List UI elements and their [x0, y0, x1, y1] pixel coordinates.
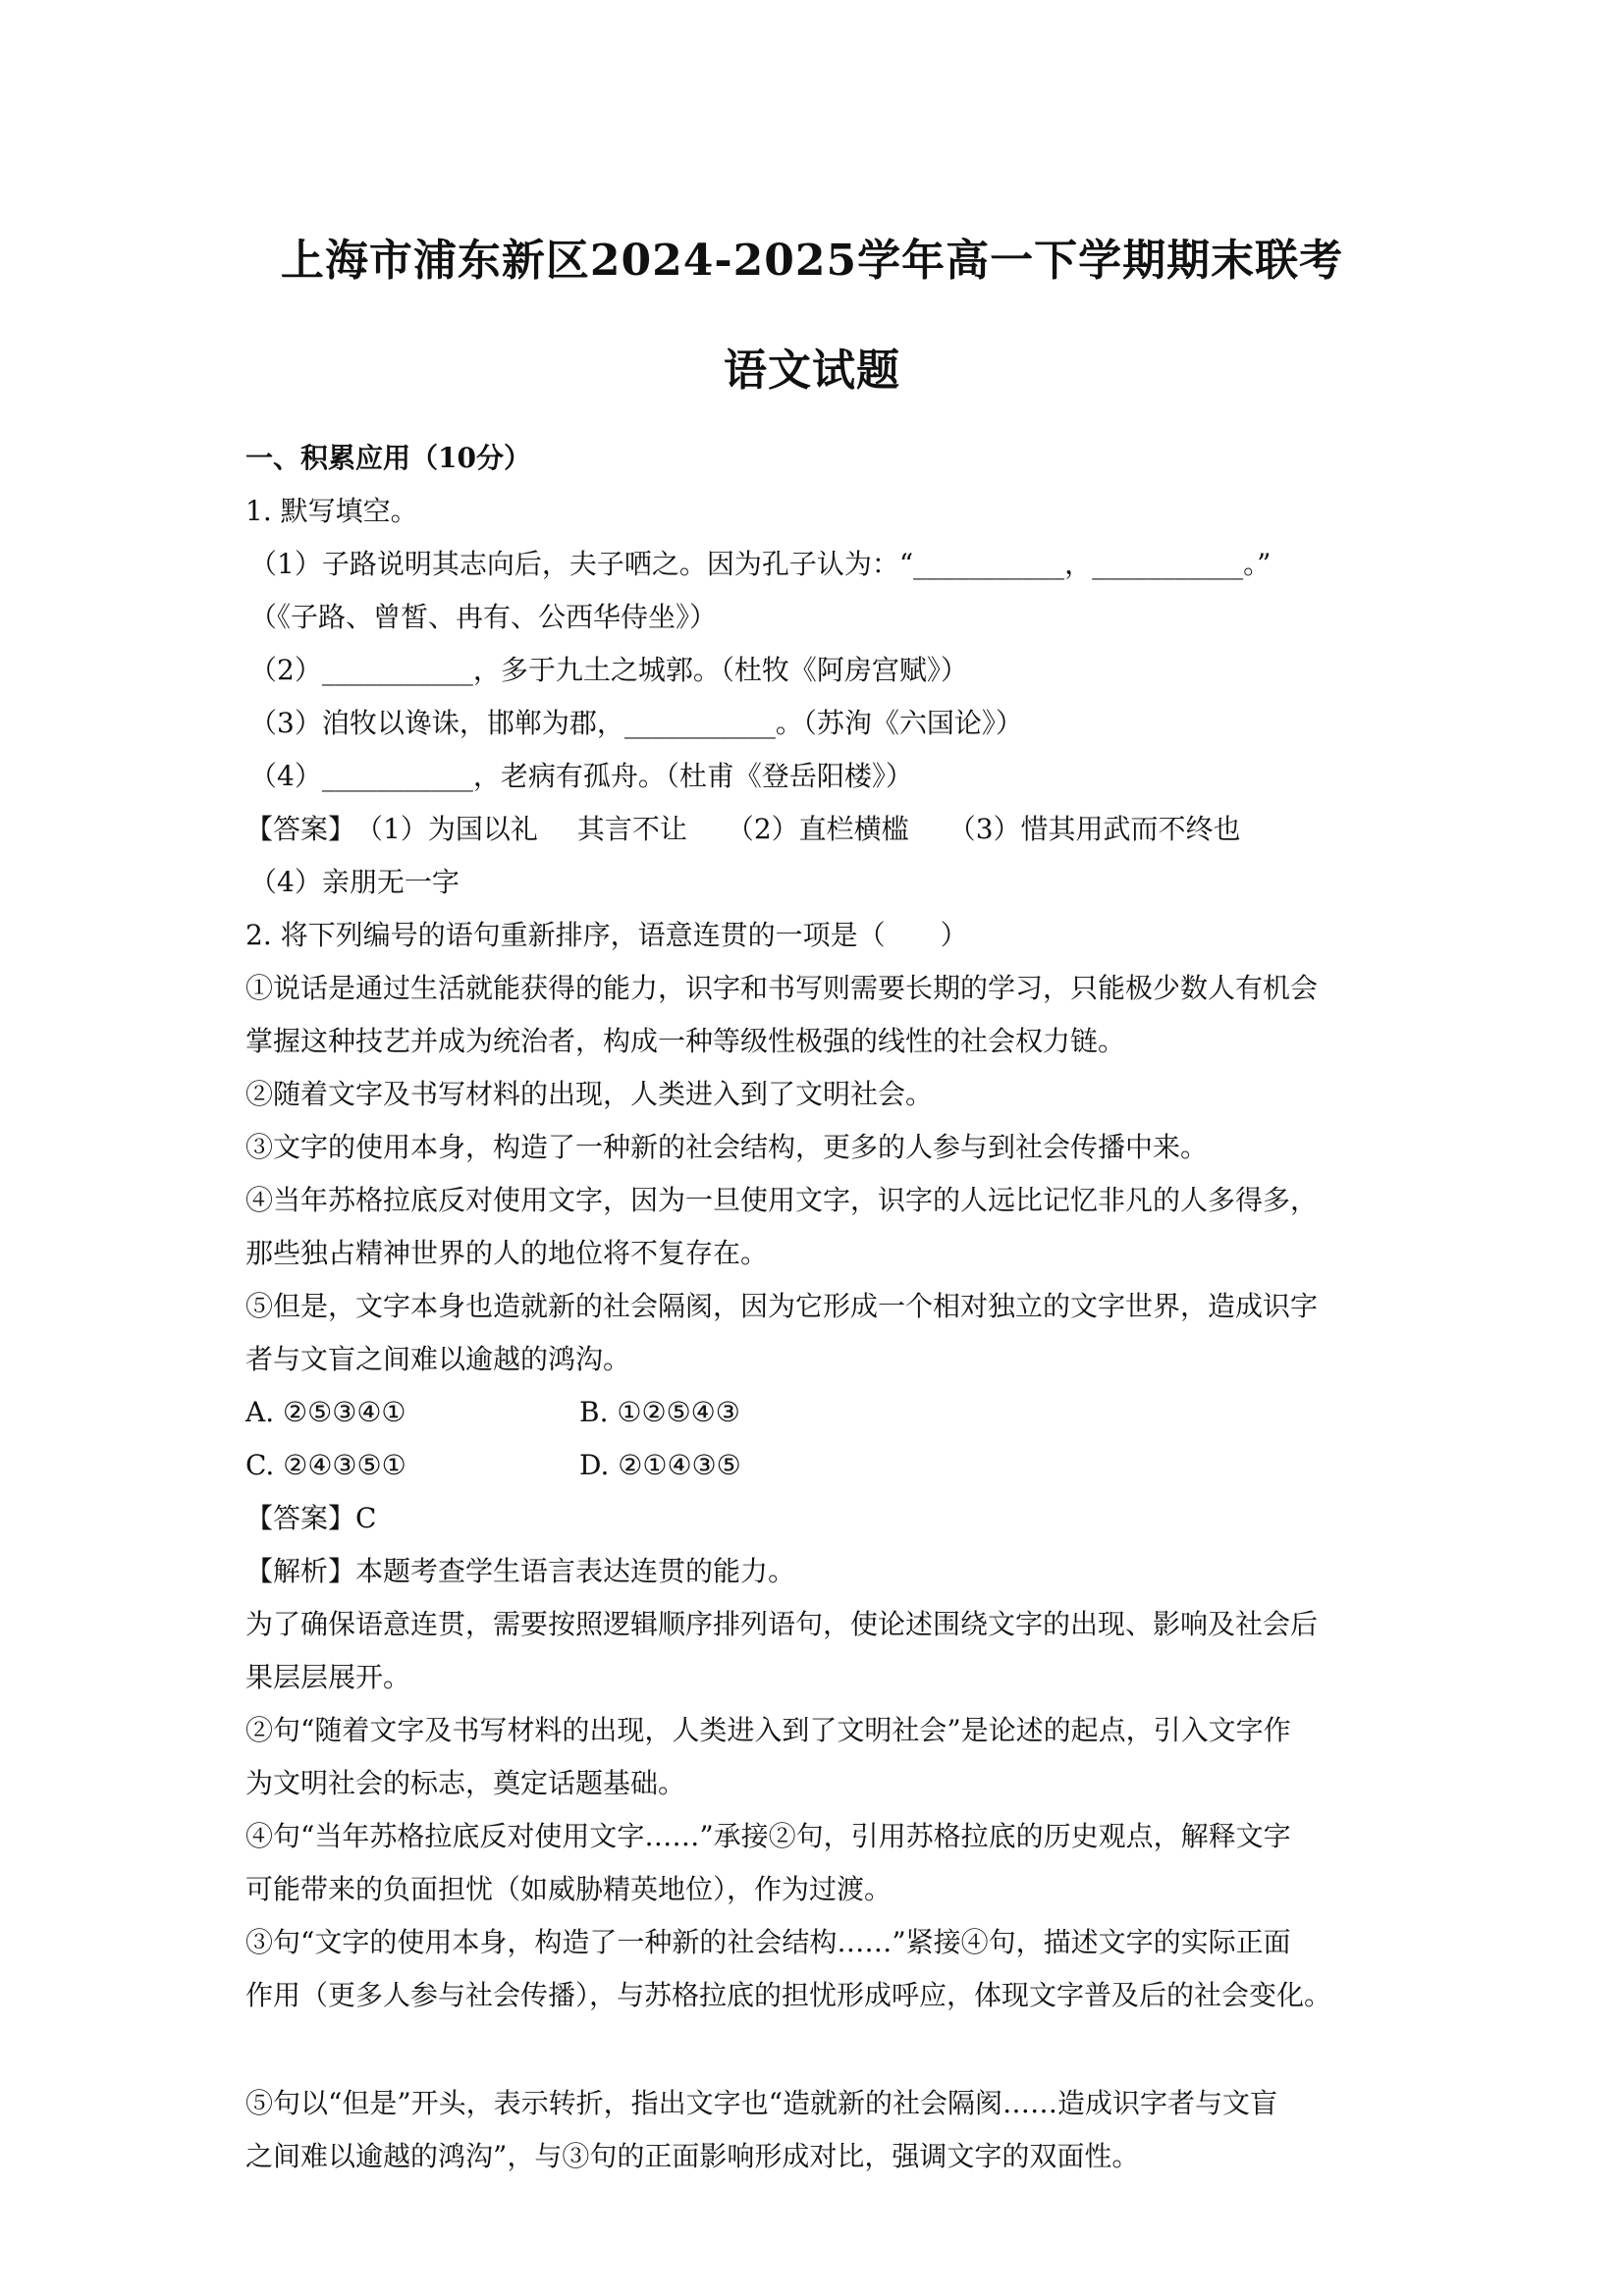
question-1-stem: 1. 默写填空。	[245, 495, 418, 527]
option-b: B. ①②⑤④③	[579, 1396, 740, 1428]
question-1-item-2: （2）___________，多于九土之城郭。（杜牧《阿房宫赋》）	[249, 654, 968, 686]
analysis-paragraph-5-line-1: ⑤句以“但是”开头，表示转折，指出文字也“造就新的社会隔阂……造成识字者与文盲	[245, 2087, 1277, 2119]
paragraph-gap	[245, 2022, 1384, 2077]
sentence-4-line-2: 那些独占精神世界的人的地位将不复存在。	[245, 1237, 769, 1269]
option-c: C. ②④③⑤①	[245, 1449, 406, 1481]
question-1-answer	[245, 803, 1384, 856]
analysis-heading: 【解析】本题考查学生语言表达连贯的能力。	[245, 1555, 796, 1587]
question-2-answer: 【答案】C	[245, 1502, 377, 1534]
analysis-paragraph-4-line-2: 作用（更多人参与社会传播），与苏格拉底的担忧形成呼应，体现文字普及后的社会变化。	[245, 1979, 1332, 2011]
options-row-2	[245, 1439, 1384, 1492]
analysis-paragraph-3-line-2: 可能带来的负面担忧（如威胁精英地位），作为过渡。	[245, 1873, 893, 1905]
analysis-paragraph-5-line-2: 之间难以逾越的鸿沟”，与③句的正面影响形成对比，强调文字的双面性。	[245, 2140, 1140, 2172]
answer-item: （2）直栏横槛	[726, 813, 909, 845]
options-row-1	[245, 1386, 1384, 1439]
question-1-answer-line-2: （4）亲朋无一字	[249, 866, 460, 898]
question-2-stem: 2. 将下列编号的语句重新排序，语意连贯的一项是（ ）	[245, 919, 968, 951]
sentence-5-line-2: 者与文盲之间难以逾越的鸿沟。	[245, 1343, 631, 1375]
answer-label: 【答案】	[245, 813, 356, 845]
analysis-paragraph-1-line-2: 果层层展开。	[245, 1661, 411, 1693]
question-1-item-4: （4）___________，老病有孤舟。（杜甫《登岳阳楼》）	[249, 760, 913, 792]
page-subtitle: 语文试题	[724, 346, 900, 396]
question-1-item-3: （3）洎牧以谗诛，邯郸为郡，___________。（苏洵《六国论》）	[249, 707, 1023, 739]
question-1-item-1-source: （《子路、曾皙、冉有、公西华侍坐》）	[249, 601, 718, 633]
analysis-paragraph-2-line-2: 为文明社会的标志，奠定话题基础。	[245, 1767, 686, 1799]
sentence-2: ②随着文字及书写材料的出现，人类进入到了文明社会。	[245, 1078, 934, 1110]
answer-item: （1）为国以礼	[355, 813, 538, 845]
option-a: A. ②⑤③④①	[245, 1396, 406, 1428]
analysis-paragraph-1-line-1: 为了确保语意连贯，需要按照逻辑顺序排列语句，使论述围绕文字的出现、影响及社会后	[245, 1608, 1319, 1640]
page-title: 上海市浦东新区2024-2025学年高一下学期期末联考	[280, 236, 1344, 286]
sentence-1-line-1: ①说话是通过生活就能获得的能力，识字和书写则需要长期的学习，只能极少数人有机会	[245, 972, 1319, 1004]
answer-item: （3）惜其用武而不终也	[947, 813, 1241, 845]
question-1-item-1: （1）子路说明其志向后，夫子哂之。因为孔子认为：“___________，___________。”	[249, 548, 1272, 580]
analysis-paragraph-2-line-1: ②句“随着文字及书写材料的出现，人类进入到了文明社会”是论述的起点，引入文字作	[245, 1714, 1291, 1746]
answer-item: 其言不让	[576, 813, 687, 845]
sentence-3: ③文字的使用本身，构造了一种新的社会结构，更多的人参与到社会传播中来。	[245, 1131, 1209, 1163]
sentence-5-line-1: ⑤但是，文字本身也造就新的社会隔阂，因为它形成一个相对独立的文字世界，造成识字	[245, 1290, 1319, 1322]
document-body	[245, 432, 1384, 2183]
section-heading: 一、积累应用（10分）	[245, 442, 531, 474]
sentence-4-line-1: ④当年苏格拉底反对使用文字，因为一旦使用文字，识字的人远比记忆非凡的人多得多，	[245, 1184, 1319, 1216]
analysis-paragraph-3-line-1: ④句“当年苏格拉底反对使用文字……”承接②句，引用苏格拉底的历史观点，解释文字	[245, 1820, 1291, 1852]
sentence-1-line-2: 掌握这种技艺并成为统治者，构成一种等级性极强的线性的社会权力链。	[245, 1025, 1126, 1057]
analysis-paragraph-4-line-1: ③句“文字的使用本身，构造了一种新的社会结构……”紧接④句，描述文字的实际正面	[245, 1926, 1291, 1958]
option-d: D. ②①④③⑤	[579, 1449, 741, 1481]
